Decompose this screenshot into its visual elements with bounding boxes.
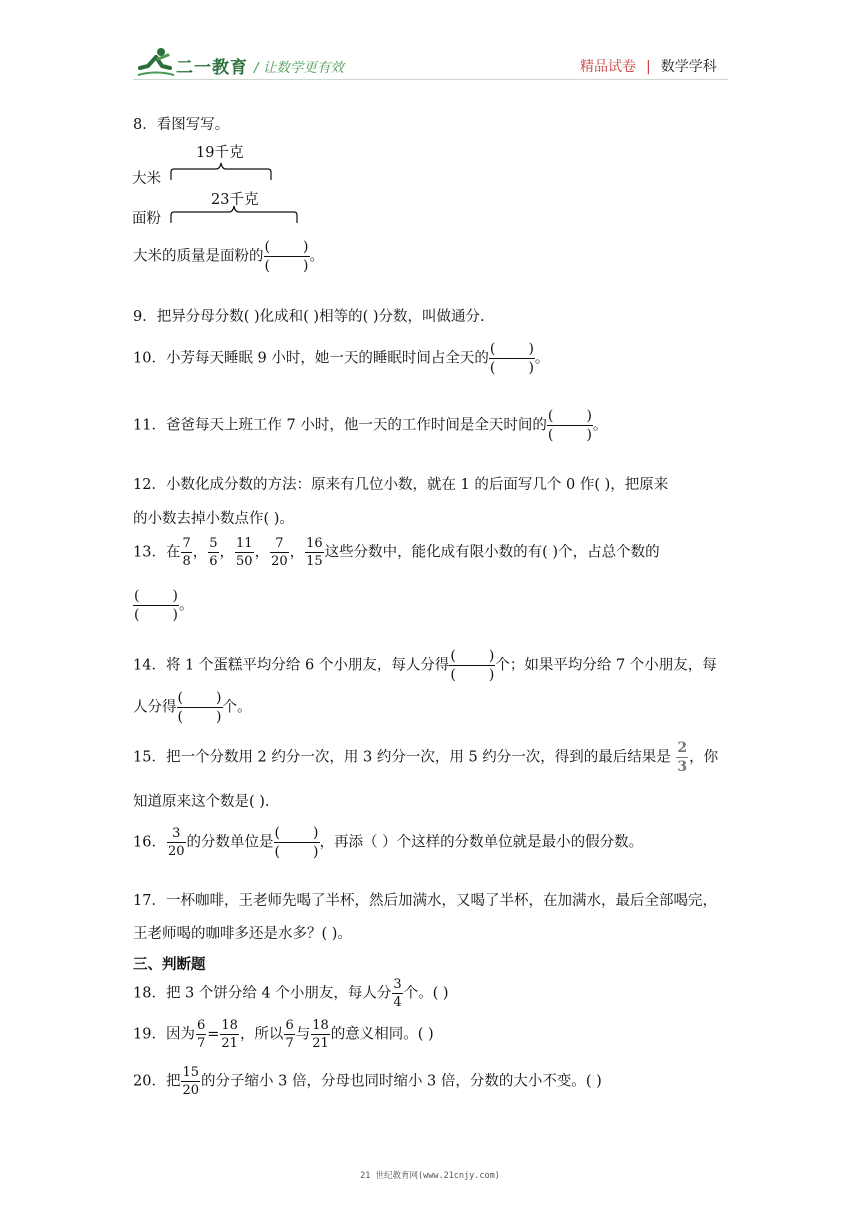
- answer-fraction-blank[interactable]: ( ) ( ): [450, 648, 495, 683]
- q14-line1: 14．将 1 个蛋糕平均分给 6 个小朋友，每人分得 ( ) ( ) 个；如果平均分给 7 个小朋友，每: [133, 648, 717, 683]
- q19-fraction: $\frac{18}{21}$: [221, 1018, 238, 1051]
- q13-fraction: $\frac{11}{50}$: [236, 536, 253, 569]
- q18-line: 18．把 3 个饼分给 4 个小朋友，每人分 $\frac{3}{4}$ 个。( ): [133, 977, 449, 1010]
- q8-label-flour: 面粉: [132, 211, 161, 227]
- header-label-subject: 数学学科: [660, 59, 717, 75]
- q19-fraction: $\frac{6}{7}$: [285, 1018, 294, 1051]
- header-divider: |: [646, 59, 651, 75]
- answer-fraction-blank[interactable]: ( ) ( ): [489, 341, 534, 376]
- q9-text: 9．把异分母分数( )化成和( )相等的( )分数，叫做通分.: [133, 309, 485, 325]
- runner-logo-icon: [136, 46, 176, 78]
- header-rule: [133, 79, 728, 80]
- q19-fraction: $\frac{18}{21}$: [312, 1018, 329, 1051]
- q8-text: 大米的质量是面粉的: [133, 248, 264, 265]
- q11-text: 11．爸爸每天上班工作 7 小时，他一天的工作时间是全天时间的: [133, 417, 547, 434]
- q19-fraction: $\frac{6}{7}$: [196, 1018, 206, 1051]
- q14-line2: 人分得 ( ) ( ) 个。: [133, 690, 252, 725]
- answer-fraction-blank[interactable]: ( ) ( ): [274, 825, 319, 860]
- q13-answer-line: ( ) ( ) 。: [134, 588, 194, 623]
- q8-brace-label-flour: 23千克: [211, 192, 259, 208]
- q10-text: 10．小芳每天睡眠 9 小时，她一天的睡眠时间占全天的: [133, 350, 489, 367]
- answer-fraction-blank[interactable]: ( ) ( ): [547, 408, 592, 443]
- q8-answer-line: 大米的质量是面粉的 ( ) ( ) 。: [133, 239, 324, 274]
- q13-fraction: $\frac{7}{8}$: [182, 536, 191, 569]
- q20-fraction: $\frac{15}{20}$: [182, 1065, 199, 1098]
- header-label-premium: 精品试卷: [580, 59, 636, 75]
- q13-line: 13．在 $\frac{7}{8}$ ， $\frac{5}{6}$ ， $\frac{11}{50}$ ， $\frac{7}{20}$ ， $\frac{16}{15}$ 这些分数中，能化成有限小数的有( )个，占总个数的: [133, 536, 660, 569]
- q13-fraction: $\frac{5}{6}$: [209, 536, 218, 569]
- slogan: / 让数学更有效: [254, 60, 344, 76]
- q17-line1: 17．一杯咖啡，王老师先喝了半杯，然后加满水，又喝了半杯，在加满水，最后全部喝完，: [133, 893, 717, 909]
- q15-line2: 知道原来这个数是( ).: [133, 794, 270, 810]
- q13-fraction: $\frac{16}{15}$: [306, 536, 323, 569]
- q8-label-rice: 大米: [132, 171, 161, 187]
- q8-brace-rice: [170, 160, 272, 182]
- q8-title: 8．看图写写。: [133, 117, 230, 133]
- q16-fraction: $\frac{3}{20}$: [167, 826, 185, 859]
- page-footer: 21 世纪教育网(www.21cnjy.com): [360, 1171, 500, 1181]
- q13-fraction: $\frac{7}{20}$: [271, 536, 288, 569]
- q12-line2: 的小数去掉小数点作( )。: [133, 511, 294, 527]
- q15-line1: 15．把一个分数用 2 约分一次，用 3 约分一次，用 5 约分一次，得到的最后结果是 $\frac{2}{3}$ ，你: [133, 740, 719, 775]
- answer-fraction-blank[interactable]: ( ) ( ): [264, 239, 309, 274]
- q8-brace-label-rice: 19千克: [196, 145, 244, 161]
- q18-fraction: $\frac{3}{4}$: [393, 977, 402, 1010]
- logo-text: 二一教育: [176, 58, 248, 78]
- section-title-judgement: 三、判断题: [133, 957, 206, 973]
- q19-line: 19．因为 $\frac{6}{7}$ = $\frac{18}{21}$ ，所以 $\frac{6}{7}$ 与 $\frac{18}{21}$ 的意义相同。( ): [133, 1018, 434, 1051]
- header-right: [580, 56, 717, 76]
- q11-line: 11．爸爸每天上班工作 7 小时，他一天的工作时间是全天时间的 ( ) ( ) 。: [133, 408, 608, 443]
- q8-brace-flour: [170, 203, 298, 225]
- q10-line: 10．小芳每天睡眠 9 小时，她一天的睡眠时间占全天的 ( ) ( ) 。: [133, 341, 550, 376]
- q17-line2: 王老师喝的咖啡多还是水多？( )。: [133, 926, 352, 942]
- q16-line: 16． $\frac{3}{20}$ 的分数单位是 ( ) ( ) ，再添（ ）个这样的分数单位就是最小的假分数。: [133, 825, 644, 860]
- q20-line: 20．把 $\frac{15}{20}$ 的分子缩小 3 倍，分母也同时缩小 3 倍，分数的大小不变。( ): [133, 1065, 602, 1098]
- q15-fraction: $\frac{2}{3}$: [677, 740, 688, 775]
- answer-fraction-blank[interactable]: ( ) ( ): [177, 690, 222, 725]
- q12-line1: 12．小数化成分数的方法：原来有几位小数，就在 1 的后面写几个 0 作( )，把原来: [133, 477, 669, 493]
- answer-fraction-blank[interactable]: ( ) ( ): [134, 588, 178, 623]
